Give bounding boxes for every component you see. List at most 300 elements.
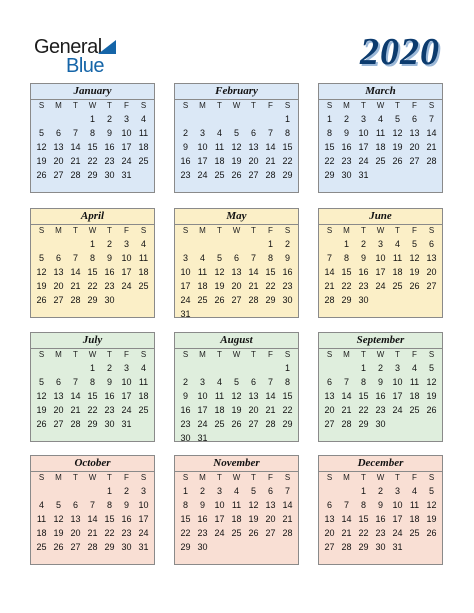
month-title: January xyxy=(31,84,154,100)
weekday-label: W xyxy=(88,101,97,110)
weekday-label: F xyxy=(124,226,129,235)
weekday-label: S xyxy=(326,473,333,482)
day-cell: 3 xyxy=(182,253,188,263)
weekday-label: S xyxy=(428,226,435,235)
day-cell: 7 xyxy=(267,128,273,138)
day-cell: 1 xyxy=(267,239,273,249)
month-december xyxy=(318,455,443,565)
day-cell: 6 xyxy=(267,486,273,496)
day-cell: 29 xyxy=(180,542,191,552)
day-cell: 10 xyxy=(392,500,403,510)
day-cell: 2 xyxy=(343,114,349,124)
day-grid xyxy=(175,472,298,554)
day-cell: 11 xyxy=(409,500,420,510)
day-cell: 22 xyxy=(180,528,191,538)
day-cell: 31 xyxy=(138,542,149,552)
day-cell: 12 xyxy=(409,253,420,263)
day-cell: 26 xyxy=(231,419,242,429)
day-cell: 25 xyxy=(231,528,242,538)
month-title: April xyxy=(31,209,154,225)
weekday-label: T xyxy=(251,226,256,235)
day-cell: 22 xyxy=(87,281,98,291)
day-cell: 9 xyxy=(360,253,366,263)
day-cell: 13 xyxy=(265,500,276,510)
day-cell: 29 xyxy=(265,295,276,305)
day-cell: 21 xyxy=(265,156,276,166)
day-cell: 3 xyxy=(199,377,205,387)
month-title: November xyxy=(175,456,298,472)
day-cell: 3 xyxy=(360,114,366,124)
empty-cell xyxy=(194,361,211,375)
day-cell: 2 xyxy=(106,114,112,124)
weekday-label: M xyxy=(199,226,206,235)
day-cell: 4 xyxy=(411,363,417,373)
empty-cell xyxy=(50,237,67,251)
day-cell: 18 xyxy=(392,267,403,277)
day-cell: 28 xyxy=(70,419,81,429)
day-cell: 24 xyxy=(121,156,132,166)
day-cell: 3 xyxy=(140,486,146,496)
day-cell: 13 xyxy=(409,128,420,138)
empty-cell xyxy=(50,361,67,375)
day-grid xyxy=(175,225,298,321)
month-title: August xyxy=(175,333,298,349)
day-cell: 25 xyxy=(197,295,208,305)
day-cell: 30 xyxy=(104,419,115,429)
day-cell: 16 xyxy=(282,267,293,277)
day-cell: 22 xyxy=(282,405,293,415)
weekday-label: M xyxy=(199,350,206,359)
day-cell: 2 xyxy=(106,239,112,249)
day-grid xyxy=(319,349,442,431)
month-february xyxy=(174,83,299,193)
empty-cell xyxy=(338,361,355,375)
day-cell: 1 xyxy=(326,114,332,124)
day-cell: 22 xyxy=(282,156,293,166)
weekday-label: M xyxy=(199,473,206,482)
day-cell: 20 xyxy=(231,281,242,291)
weekday-label: S xyxy=(38,101,45,110)
day-cell: 5 xyxy=(38,377,44,387)
day-cell: 26 xyxy=(214,295,225,305)
day-cell: 2 xyxy=(377,363,383,373)
day-cell: 15 xyxy=(265,267,276,277)
day-cell: 21 xyxy=(70,281,81,291)
day-cell: 15 xyxy=(358,514,369,524)
day-cell: 17 xyxy=(121,142,132,152)
day-cell: 6 xyxy=(250,377,256,387)
day-cell: 19 xyxy=(248,514,259,524)
day-cell: 4 xyxy=(199,253,205,263)
day-cell: 12 xyxy=(36,391,47,401)
day-cell: 5 xyxy=(233,377,239,387)
day-cell: 31 xyxy=(358,170,369,180)
day-cell: 18 xyxy=(409,391,420,401)
weekday-label: S xyxy=(284,350,291,359)
weekday-label: S xyxy=(284,101,291,110)
day-cell: 20 xyxy=(248,405,259,415)
empty-cell xyxy=(321,484,338,498)
month-may xyxy=(174,208,299,318)
weekday-label: M xyxy=(343,226,350,235)
day-cell: 16 xyxy=(104,142,115,152)
day-cell: 24 xyxy=(375,281,386,291)
day-cell: 9 xyxy=(377,500,383,510)
empty-cell xyxy=(262,112,279,126)
day-cell: 28 xyxy=(70,170,81,180)
weekday-label: W xyxy=(376,473,385,482)
day-cell: 10 xyxy=(358,128,369,138)
day-cell: 23 xyxy=(197,528,208,538)
day-cell: 12 xyxy=(36,142,47,152)
day-cell: 14 xyxy=(87,514,98,524)
day-cell: 10 xyxy=(138,500,149,510)
day-cell: 20 xyxy=(324,405,335,415)
day-cell: 2 xyxy=(284,239,290,249)
weekday-label: W xyxy=(376,101,385,110)
day-cell: 13 xyxy=(53,142,64,152)
day-cell: 23 xyxy=(180,170,191,180)
day-cell: 8 xyxy=(89,377,95,387)
day-cell: 28 xyxy=(265,419,276,429)
day-cell: 3 xyxy=(199,128,205,138)
month-july xyxy=(30,332,155,442)
day-cell: 12 xyxy=(426,377,437,387)
day-cell: 18 xyxy=(409,514,420,524)
day-cell: 28 xyxy=(70,295,81,305)
day-cell: 4 xyxy=(233,486,239,496)
weekday-label: S xyxy=(182,473,189,482)
day-cell: 3 xyxy=(123,114,129,124)
day-cell: 15 xyxy=(180,514,191,524)
day-cell: 29 xyxy=(341,295,352,305)
day-cell: 9 xyxy=(106,253,112,263)
day-cell: 25 xyxy=(138,405,149,415)
day-cell: 7 xyxy=(72,253,78,263)
day-cell: 18 xyxy=(197,281,208,291)
day-cell: 1 xyxy=(360,363,366,373)
empty-cell xyxy=(33,361,50,375)
weekday-label: W xyxy=(88,350,97,359)
day-cell: 29 xyxy=(282,170,293,180)
day-cell: 24 xyxy=(121,405,132,415)
day-cell: 1 xyxy=(182,486,188,496)
day-cell: 5 xyxy=(394,114,400,124)
day-cell: 22 xyxy=(341,281,352,291)
month-title: May xyxy=(175,209,298,225)
day-cell: 10 xyxy=(197,142,208,152)
day-cell: 1 xyxy=(343,239,349,249)
day-cell: 7 xyxy=(284,486,290,496)
day-cell: 5 xyxy=(38,128,44,138)
day-grid xyxy=(319,472,442,554)
day-cell: 17 xyxy=(358,142,369,152)
empty-cell xyxy=(228,112,245,126)
month-title: October xyxy=(31,456,154,472)
day-cell: 30 xyxy=(358,295,369,305)
weekday-label: S xyxy=(326,350,333,359)
day-cell: 16 xyxy=(375,514,386,524)
empty-cell xyxy=(194,237,211,251)
month-march xyxy=(318,83,443,193)
day-cell: 14 xyxy=(426,128,437,138)
day-cell: 2 xyxy=(182,128,188,138)
day-cell: 5 xyxy=(428,486,434,496)
day-cell: 17 xyxy=(138,514,149,524)
day-cell: 6 xyxy=(428,239,434,249)
weekday-label: W xyxy=(376,350,385,359)
day-cell: 31 xyxy=(180,309,191,319)
empty-cell xyxy=(67,112,84,126)
day-cell: 16 xyxy=(375,391,386,401)
day-cell: 10 xyxy=(197,391,208,401)
day-cell: 25 xyxy=(36,542,47,552)
day-cell: 19 xyxy=(214,281,225,291)
day-cell: 6 xyxy=(326,500,332,510)
weekday-label: T xyxy=(73,473,78,482)
day-cell: 14 xyxy=(265,142,276,152)
day-cell: 10 xyxy=(214,500,225,510)
day-cell: 2 xyxy=(182,377,188,387)
day-cell: 13 xyxy=(324,391,335,401)
day-cell: 5 xyxy=(233,128,239,138)
weekday-label: S xyxy=(140,350,147,359)
weekday-label: T xyxy=(251,350,256,359)
day-cell: 19 xyxy=(36,281,47,291)
day-cell: 16 xyxy=(358,267,369,277)
weekday-label: F xyxy=(412,101,417,110)
day-cell: 25 xyxy=(375,156,386,166)
weekday-label: F xyxy=(124,350,129,359)
day-cell: 12 xyxy=(231,142,242,152)
day-cell: 30 xyxy=(341,170,352,180)
day-cell: 18 xyxy=(138,142,149,152)
day-cell: 1 xyxy=(284,363,290,373)
day-grid xyxy=(31,225,154,307)
empty-cell xyxy=(67,484,84,498)
day-cell: 17 xyxy=(375,267,386,277)
day-cell: 25 xyxy=(409,528,420,538)
day-cell: 27 xyxy=(409,156,420,166)
day-cell: 4 xyxy=(411,486,417,496)
empty-cell xyxy=(67,361,84,375)
day-cell: 11 xyxy=(197,267,208,277)
empty-cell xyxy=(33,112,50,126)
day-cell: 19 xyxy=(53,528,64,538)
weekday-label: S xyxy=(140,226,147,235)
day-cell: 9 xyxy=(284,253,290,263)
weekday-label: S xyxy=(140,101,147,110)
day-cell: 8 xyxy=(326,128,332,138)
weekday-label: S xyxy=(428,350,435,359)
day-cell: 8 xyxy=(89,253,95,263)
day-cell: 25 xyxy=(214,419,225,429)
day-cell: 10 xyxy=(121,128,132,138)
day-cell: 18 xyxy=(214,156,225,166)
day-cell: 23 xyxy=(104,281,115,291)
weekday-label: T xyxy=(107,350,112,359)
day-cell: 21 xyxy=(70,405,81,415)
day-cell: 24 xyxy=(392,405,403,415)
day-cell: 20 xyxy=(53,156,64,166)
day-cell: 1 xyxy=(360,486,366,496)
day-cell: 7 xyxy=(428,114,434,124)
weekday-label: T xyxy=(395,101,400,110)
weekday-label: S xyxy=(182,350,189,359)
day-cell: 20 xyxy=(53,281,64,291)
weekday-label: S xyxy=(38,473,45,482)
day-cell: 24 xyxy=(214,528,225,538)
day-cell: 17 xyxy=(180,281,191,291)
day-cell: 29 xyxy=(358,419,369,429)
day-cell: 13 xyxy=(248,142,259,152)
day-cell: 23 xyxy=(282,281,293,291)
day-cell: 18 xyxy=(214,405,225,415)
day-cell: 15 xyxy=(87,267,98,277)
day-cell: 11 xyxy=(138,128,149,138)
day-cell: 28 xyxy=(341,419,352,429)
day-cell: 8 xyxy=(343,253,349,263)
day-cell: 19 xyxy=(426,391,437,401)
day-cell: 3 xyxy=(394,363,400,373)
day-cell: 11 xyxy=(138,377,149,387)
month-april xyxy=(30,208,155,318)
day-cell: 14 xyxy=(70,142,81,152)
day-grid xyxy=(319,225,442,307)
day-cell: 16 xyxy=(121,514,132,524)
weekday-label: M xyxy=(343,473,350,482)
day-cell: 6 xyxy=(72,500,78,510)
day-cell: 9 xyxy=(182,391,188,401)
logo-text-general: General xyxy=(34,36,102,58)
weekday-label: T xyxy=(251,101,256,110)
day-cell: 8 xyxy=(284,377,290,387)
day-cell: 7 xyxy=(89,500,95,510)
weekday-label: S xyxy=(284,226,291,235)
day-cell: 1 xyxy=(89,239,95,249)
day-cell: 5 xyxy=(38,253,44,263)
empty-cell xyxy=(211,361,228,375)
weekday-label: S xyxy=(140,473,147,482)
weekday-label: M xyxy=(55,350,62,359)
day-cell: 24 xyxy=(121,281,132,291)
day-cell: 28 xyxy=(265,170,276,180)
day-cell: 7 xyxy=(72,377,78,387)
empty-cell xyxy=(228,361,245,375)
day-cell: 25 xyxy=(409,405,420,415)
weekday-label: T xyxy=(251,473,256,482)
day-cell: 8 xyxy=(89,128,95,138)
day-cell: 12 xyxy=(214,267,225,277)
day-cell: 27 xyxy=(248,419,259,429)
day-cell: 16 xyxy=(180,156,191,166)
day-cell: 5 xyxy=(250,486,256,496)
day-cell: 13 xyxy=(53,391,64,401)
day-cell: 26 xyxy=(36,419,47,429)
day-cell: 28 xyxy=(248,295,259,305)
day-cell: 27 xyxy=(53,295,64,305)
day-cell: 28 xyxy=(282,528,293,538)
weekday-label: F xyxy=(268,226,273,235)
day-cell: 27 xyxy=(53,170,64,180)
day-cell: 30 xyxy=(104,295,115,305)
weekday-label: T xyxy=(361,350,366,359)
day-cell: 23 xyxy=(375,405,386,415)
day-cell: 28 xyxy=(341,542,352,552)
day-cell: 20 xyxy=(53,405,64,415)
day-cell: 3 xyxy=(123,239,129,249)
weekday-label: F xyxy=(268,101,273,110)
empty-cell xyxy=(338,484,355,498)
day-cell: 11 xyxy=(214,142,225,152)
day-cell: 20 xyxy=(426,267,437,277)
day-cell: 3 xyxy=(377,239,383,249)
day-cell: 14 xyxy=(248,267,259,277)
day-cell: 2 xyxy=(106,363,112,373)
empty-cell xyxy=(321,237,338,251)
day-cell: 4 xyxy=(216,128,222,138)
day-cell: 28 xyxy=(87,542,98,552)
day-cell: 24 xyxy=(358,156,369,166)
day-cell: 20 xyxy=(248,156,259,166)
weekday-label: T xyxy=(73,226,78,235)
day-cell: 30 xyxy=(282,295,293,305)
day-cell: 15 xyxy=(87,142,98,152)
day-cell: 2 xyxy=(199,486,205,496)
day-cell: 11 xyxy=(375,128,386,138)
day-cell: 10 xyxy=(375,253,386,263)
day-cell: 15 xyxy=(104,514,115,524)
month-title: December xyxy=(319,456,442,472)
day-cell: 6 xyxy=(55,253,61,263)
weekday-label: T xyxy=(217,350,222,359)
day-cell: 4 xyxy=(140,363,146,373)
day-cell: 26 xyxy=(53,542,64,552)
day-cell: 25 xyxy=(392,281,403,291)
day-cell: 18 xyxy=(36,528,47,538)
day-cell: 25 xyxy=(138,281,149,291)
day-cell: 9 xyxy=(377,377,383,387)
day-cell: 12 xyxy=(36,267,47,277)
weekday-label: W xyxy=(88,473,97,482)
day-cell: 20 xyxy=(409,142,420,152)
day-cell: 15 xyxy=(282,391,293,401)
day-cell: 12 xyxy=(392,128,403,138)
day-cell: 1 xyxy=(106,486,112,496)
day-cell: 22 xyxy=(358,405,369,415)
day-cell: 30 xyxy=(197,542,208,552)
month-title: July xyxy=(31,333,154,349)
weekday-label: T xyxy=(217,101,222,110)
day-cell: 4 xyxy=(140,239,146,249)
empty-cell xyxy=(262,361,279,375)
day-cell: 13 xyxy=(324,514,335,524)
day-grid xyxy=(31,349,154,431)
empty-cell xyxy=(245,112,262,126)
weekday-label: T xyxy=(217,473,222,482)
day-cell: 5 xyxy=(55,500,61,510)
day-cell: 27 xyxy=(324,542,335,552)
weekday-label: M xyxy=(55,473,62,482)
day-cell: 23 xyxy=(104,405,115,415)
day-grid xyxy=(319,100,442,182)
empty-cell xyxy=(211,112,228,126)
weekday-label: M xyxy=(343,350,350,359)
day-cell: 17 xyxy=(121,267,132,277)
day-cell: 17 xyxy=(392,514,403,524)
empty-cell xyxy=(211,237,228,251)
day-cell: 7 xyxy=(343,500,349,510)
